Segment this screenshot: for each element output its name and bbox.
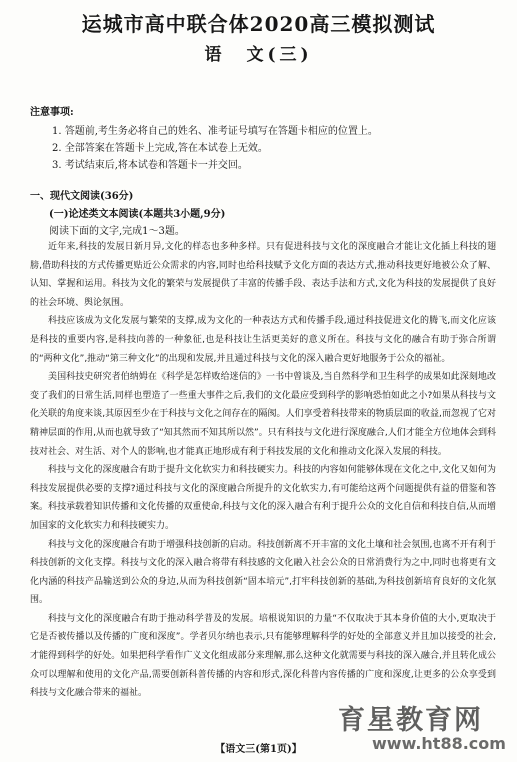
paragraph: 科技应该成为文化发展与繁荣的支撑,成为文化的一种表达方式和传播手段,通过科技促进文化的腾飞,而文化应该是科技的重要内容,是科技向善的一种象征,也是科技让生活更美好的意义所在。科技与文化的融合有助于弥合所谓的“两种文化”,推动“第三种文化”的出现和发展,并且通过科技与文化的深入融合更好地服务于公众的福祉。 (30, 316, 496, 364)
notice-item: 1. 答题前,考生务必将自己的姓名、准考证号填写在答题卡相应的位置上。 (52, 126, 378, 137)
subsection-title: (一)论述类文本阅读(本题共3小题,9分) (49, 209, 226, 220)
paragraph: 美国科技史研究者伯纳姆在《科学是怎样败给迷信的》一书中曾谈及,当自然科学和卫生科学的成果如此深刻地改变了我们的日常生活,同样也塑造了一些重大事件之后,我们的文化最应受到科学的影响恐怕如此之小?如果从科技与文化关联的角度来谈,其原因至少在于科技与文化之间存在的隔阂。人们享受着科技带来的物质层面的收益,而忽视了它对精神层面的作用,从而也就导致了“知其然而不知其所以然”。只有科技与文化进行深度融合,人们才能全方位地体会到科技对社会、对生活、对个人的影响,也才能真正地形成有利于科技发展的文化和推动文化深入发展的科技。 (30, 372, 496, 457)
paragraph: 近年来,科技的发展日新月异,文化的样态也多种多样。只有促进科技与文化的深度融合才能让文化插上科技的翅膀,借助科技的方式传播更贴近公众需求的内容,同时也给科技赋予文化方面的表达方式,推动科技更好地被公众了解、认知、掌握和运用。科技为文化的繁荣与发展提供了丰富的传播手段、表达手法和方式,文化为科技的发展提供了良好的社会环境、舆论氛围。 (30, 242, 496, 308)
page-title: 运城市高中联合体2020高三模拟测试 (81, 12, 436, 36)
notice-block (30, 103, 500, 174)
notice-item: 3. 考试结束后,将本试卷和答题卡一并交回。 (52, 160, 248, 171)
page-subtitle: 语 文(三) (204, 45, 313, 65)
section-title: 一、现代文阅读(36分) (30, 191, 134, 202)
reading-passage (30, 238, 496, 703)
watermark-text: 育星教育网 (338, 705, 483, 736)
notice-heading: 注意事项: (30, 107, 74, 118)
paragraph: 科技与文化的深度融合有助于增强科技创新的启动。科技创新离不开丰富的文化土壤和社会氛围,也离不开有利于科技创新的文化支撑。科技与文化的深入融合将带有科技感的文化融入社会公众的日常消费行为之中,同时也将更有文化内涵的科技产品输送到公众的身边,从而为科技创新“固本培元”,打牢科技创新的基础,为科技创新培育良好的文化氛围。 (30, 539, 496, 606)
paragraph: 科技与文化的深度融合有助于提升文化软实力和科技硬实力。科技的内容如何能够体现在文化之中,文化又如何为科技发展提供必要的支撑?通过科技与文化的深度融合所提升的文化软实力,有可能给这两个问题提供有益的借鉴和答案。科技承载着知识传播和文化传播的双重使命,科技与文化的深入融合有利于提升公众的文化自信和科技自信,从而增加国家的文化软实力和科技硬实力。 (30, 465, 496, 531)
page-footer: 【语文三(第1页)】 (215, 744, 302, 755)
watermark (330, 698, 510, 758)
instruction-text: 阅读下面的文字,完成1～3题。 (49, 226, 185, 237)
watermark-url: www.ht88.com (372, 734, 506, 753)
paragraph: 科技与文化的深度融合有助于推动科学普及的发展。培根说知识的力量“不仅取决于其本身价值的大小,更取决于它是否被传播以及传播的广度和深度”。学者贝尔纳也表示,只有能够理解科学的好处的全部意义并且加以接受的社会,才能得到科学的好处。如果把科学看作广义文化组成部分来理解,那么这种文化就需要与科技的深入融合,并且转化成公众可以理解和使用的文化产品,需要创新科普传播的内容和形式,深化科普内容传播的广度和深度,让更多的公众享受到科技与文化融合带来的福祉。 (30, 613, 496, 699)
notice-item: 2. 全部答案在答题卡上完成,答在本试卷上无效。 (52, 143, 268, 154)
